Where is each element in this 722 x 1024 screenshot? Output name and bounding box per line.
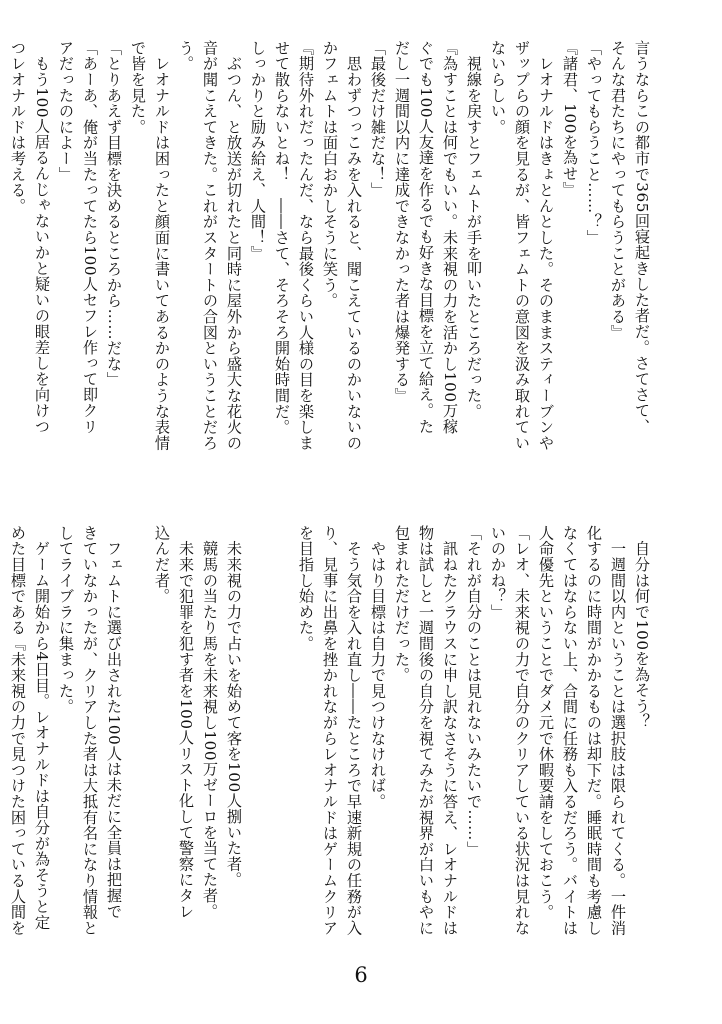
text-line: 自分は何で100を為そう？ — [633, 525, 651, 730]
text-line: 競馬の当たり馬を未来視し100万ゼーロを当てた者。 — [201, 525, 219, 920]
text-line: 視線を戻すとフェムトが手を叩いたところだった。 — [465, 40, 483, 420]
text-line: きていなかったが、クリアした者は大抵有名になり情報と — [81, 525, 99, 936]
text-line: 未来視の力で占いを始めて客を100人捌いた者。 — [225, 525, 243, 888]
text-line: 「あーあ、俺が当たってたら100人セフレ作って即クリ — [81, 40, 99, 435]
text-line: を目指し始めた。 — [297, 525, 315, 652]
text-line: 込んだ者。 — [153, 525, 171, 604]
text-line: しっかりと励み給え、人間！』 — [249, 40, 267, 262]
lower-text-column — [9, 525, 654, 965]
text-line: 人命優先ということでダメ元で休暇要請をしておこう。 — [537, 525, 555, 920]
text-line: つレオナルドは考える。 — [9, 40, 27, 214]
text-line: 「とりあえず目標を決めるところから……だな」 — [105, 40, 123, 388]
text-line: してライブラに集まった。 — [57, 525, 75, 715]
text-line: う。 — [177, 40, 195, 72]
text-line: 『期待外れだったんだ、なら最後くらい人様の目を楽しま — [297, 40, 315, 451]
text-line: 「レオ、未来視の力で自分のクリアしている状況は見れな — [513, 525, 531, 936]
text-line: やはり目標は自力で見つけなければ。 — [369, 525, 387, 810]
text-line: せて散らないとね！ ――さて、そろそろ開始時間だ。 — [273, 40, 291, 435]
text-line — [270, 525, 294, 965]
text-line: 『為すことは何でもいい。未来視の力を活かし100万稼 — [441, 40, 459, 435]
text-line: なくてはならない上、合間に任務も入るだろう。バイトは — [561, 525, 579, 936]
text-line: 化するのに時間がかかるものは却下だ。睡眠時間も考慮し — [585, 525, 603, 936]
text-line: 訊ねたクラウスに申し訳なさそうに答え、レオナルドは — [441, 525, 459, 936]
text-line: ザップらの顔を見るが、皆フェムトの意図を汲み取れてい — [513, 40, 531, 451]
text-line: レオナルドはきょとんとした。そのままスティーブンや — [537, 40, 555, 451]
text-line: 未来で犯罪を犯す者を100人リスト化して警察にタレ — [177, 525, 195, 920]
text-line: 包まれただけだった。 — [393, 525, 411, 683]
text-line: レオナルドは困ったと顔面に書いてあるかのような表情 — [153, 40, 171, 451]
text-line: そう気合を入れ直し――たところで早速新規の任務が入 — [345, 525, 363, 936]
text-line: ぐでも100人友達を作るでも好きな目標を立て給え。た — [417, 40, 435, 435]
text-line: 「それが自分のことは見れないみたいで……」 — [465, 525, 483, 857]
text-line: 一週間以内ということは選択肢は限られてくる。一件消 — [609, 525, 627, 936]
text-line: ないらしい。 — [489, 40, 507, 135]
text-line: り、見事に出鼻を挫かれながらレオナルドはゲームクリア — [321, 525, 339, 936]
text-line: ぶつん、と放送が切れたと同時に屋外から盛大な花火の — [225, 40, 243, 451]
page-number: 6 — [354, 963, 368, 987]
upper-text-column — [9, 40, 654, 488]
text-line: で皆を見た。 — [129, 40, 147, 135]
text-line: 「やってもらうこと……？」 — [585, 40, 603, 246]
text-line: フェムトに選び出された100人は未だに全員は把握で — [105, 525, 123, 920]
text-line: そんな君たちにやってもらうことがある』 — [609, 40, 627, 341]
text-line: 言うならこの都市で365回寝起きした者だ。さてさて、 — [633, 40, 651, 435]
text-line: 音が聞こえてきた。これがスタートの合図ということだろ — [201, 40, 219, 451]
text-line: 物は試しと一週間後の自分を視てみたが視界が白いもやに — [417, 525, 435, 936]
text-line: もう100人居るんじゃないかと疑いの眼差しを向けつ — [33, 40, 51, 435]
text-line: かフェムトは面白おかしそうに笑う。 — [321, 40, 339, 309]
text-line: ゲーム開始から4日目。レオナルドは自分が為そうと定 — [33, 525, 51, 931]
text-line: アだったのによー」 — [57, 40, 75, 183]
text-line — [246, 525, 270, 965]
text-line: 『諸君、100を為せ』 — [561, 40, 579, 198]
text-line: いのかね？」 — [489, 525, 507, 620]
text-line — [126, 525, 150, 965]
text-line: 思わずつっこみを入れると、聞こえているのかいないの — [345, 40, 363, 451]
text-line: だし一週間以内に達成できなかった者は爆発する』 — [393, 40, 411, 404]
text-line: めた目標である『未来視の力で見つけた困っている人間を — [9, 525, 27, 936]
text-line: 「最後だけ雑だな！」 — [369, 40, 387, 198]
